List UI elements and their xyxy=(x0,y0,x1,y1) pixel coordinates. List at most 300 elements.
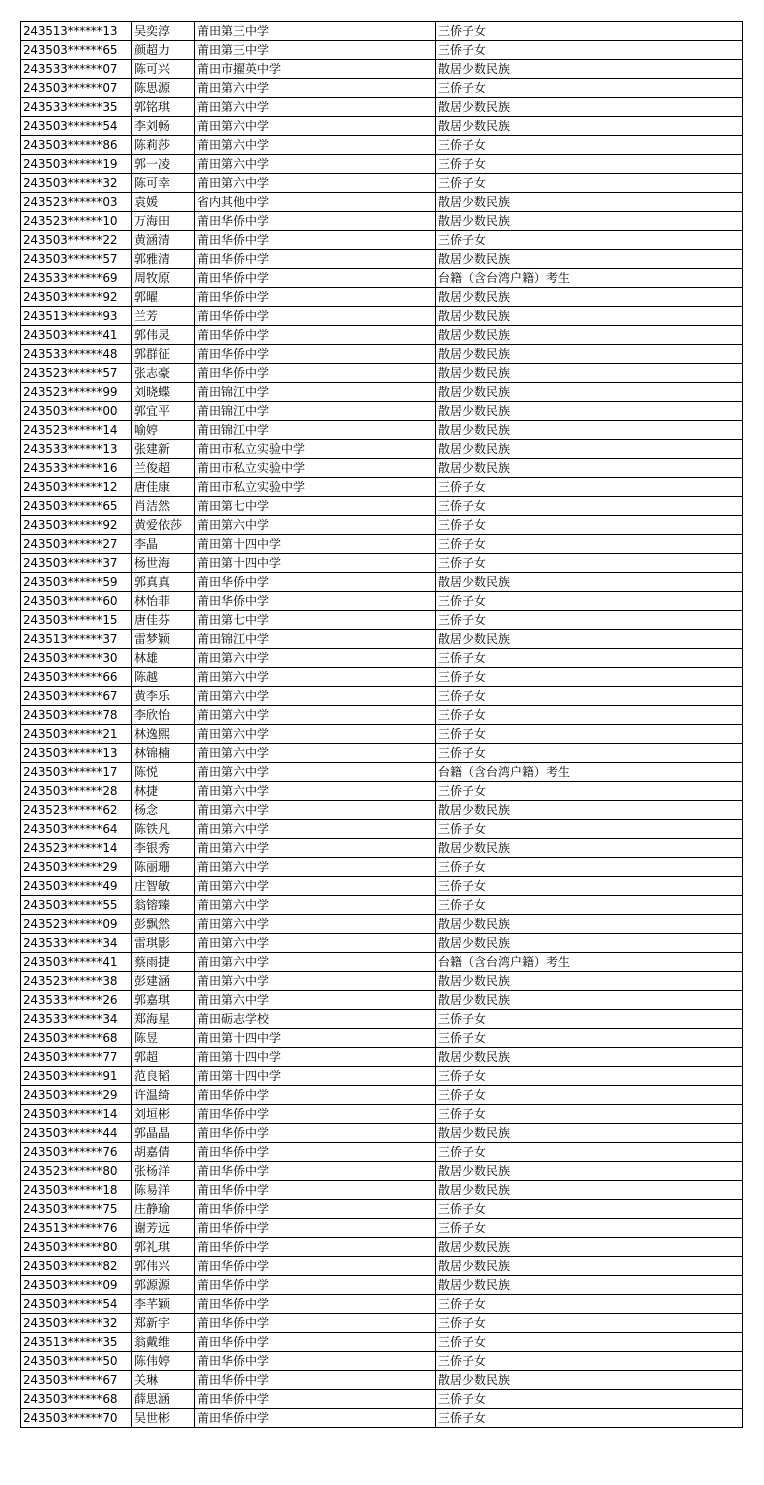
student-id-cell: 243533******16 xyxy=(21,459,132,478)
table-row xyxy=(21,573,743,592)
student-id-cell: 243503******65 xyxy=(21,41,132,60)
student-id-cell: 243533******34 xyxy=(21,934,132,953)
table-row xyxy=(21,668,743,687)
school-cell: 莆田华侨中学 xyxy=(195,1238,436,1257)
student-name-cell: 吴世彬 xyxy=(132,1409,195,1428)
table-row xyxy=(21,687,743,706)
student-id-cell: 243503******09 xyxy=(21,1276,132,1295)
table-row xyxy=(21,288,743,307)
category-cell: 散居少数民族 xyxy=(436,326,743,345)
school-cell: 莆田华侨中学 xyxy=(195,231,436,250)
student-id-cell: 243523******99 xyxy=(21,383,132,402)
table-row xyxy=(21,1390,743,1409)
student-name-cell: 陈越 xyxy=(132,668,195,687)
student-name-cell: 蔡雨捷 xyxy=(132,953,195,972)
school-cell: 莆田第六中学 xyxy=(195,98,436,117)
table-row xyxy=(21,535,743,554)
school-cell: 莆田华侨中学 xyxy=(195,288,436,307)
category-cell: 三侨子女 xyxy=(436,1200,743,1219)
student-id-cell: 243503******27 xyxy=(21,535,132,554)
table-row xyxy=(21,1181,743,1200)
student-name-cell: 郭伟灵 xyxy=(132,326,195,345)
student-name-cell: 吴奕淳 xyxy=(132,22,195,41)
category-cell: 散居少数民族 xyxy=(436,839,743,858)
student-name-cell: 陈铁凡 xyxy=(132,820,195,839)
table-row xyxy=(21,1333,743,1352)
student-name-cell: 唐佳康 xyxy=(132,478,195,497)
school-cell: 莆田第七中学 xyxy=(195,497,436,516)
category-cell: 三侨子女 xyxy=(436,896,743,915)
student-name-cell: 彭建涵 xyxy=(132,972,195,991)
school-cell: 莆田市私立实验中学 xyxy=(195,459,436,478)
table-row xyxy=(21,915,743,934)
student-id-cell: 243503******64 xyxy=(21,820,132,839)
student-id-cell: 243533******48 xyxy=(21,345,132,364)
category-cell: 散居少数民族 xyxy=(436,250,743,269)
category-cell: 散居少数民族 xyxy=(436,1124,743,1143)
category-cell: 散居少数民族 xyxy=(436,915,743,934)
school-cell: 莆田华侨中学 xyxy=(195,307,436,326)
school-cell: 莆田华侨中学 xyxy=(195,1390,436,1409)
school-cell: 莆田第六中学 xyxy=(195,858,436,877)
school-cell: 莆田第六中学 xyxy=(195,136,436,155)
table-row xyxy=(21,1067,743,1086)
school-cell: 莆田锦江中学 xyxy=(195,421,436,440)
school-cell: 莆田第六中学 xyxy=(195,934,436,953)
category-cell: 三侨子女 xyxy=(436,1105,743,1124)
school-cell: 莆田华侨中学 xyxy=(195,1143,436,1162)
roster-body xyxy=(21,22,743,1428)
student-name-cell: 郭宜平 xyxy=(132,402,195,421)
student-name-cell: 颜超力 xyxy=(132,41,195,60)
table-row xyxy=(21,649,743,668)
student-id-cell: 243533******69 xyxy=(21,269,132,288)
student-id-cell: 243523******80 xyxy=(21,1162,132,1181)
category-cell: 散居少数民族 xyxy=(436,1371,743,1390)
category-cell: 台籍（含台湾户籍）考生 xyxy=(436,953,743,972)
table-row xyxy=(21,478,743,497)
table-row xyxy=(21,1200,743,1219)
student-name-cell: 李芊颖 xyxy=(132,1295,195,1314)
table-row xyxy=(21,592,743,611)
school-cell: 莆田华侨中学 xyxy=(195,1257,436,1276)
school-cell: 莆田第十四中学 xyxy=(195,1029,436,1048)
student-name-cell: 庄静瑜 xyxy=(132,1200,195,1219)
school-cell: 莆田第六中学 xyxy=(195,915,436,934)
category-cell: 三侨子女 xyxy=(436,820,743,839)
student-id-cell: 243503******07 xyxy=(21,79,132,98)
table-row xyxy=(21,345,743,364)
student-id-cell: 243503******92 xyxy=(21,288,132,307)
table-row xyxy=(21,991,743,1010)
school-cell: 莆田市私立实验中学 xyxy=(195,478,436,497)
category-cell: 散居少数民族 xyxy=(436,345,743,364)
student-id-cell: 243503******67 xyxy=(21,687,132,706)
table-row xyxy=(21,1029,743,1048)
category-cell: 散居少数民族 xyxy=(436,1162,743,1181)
student-name-cell: 陈莉莎 xyxy=(132,136,195,155)
school-cell: 莆田第六中学 xyxy=(195,706,436,725)
student-id-cell: 243523******03 xyxy=(21,193,132,212)
student-name-cell: 郭铭琪 xyxy=(132,98,195,117)
student-name-cell: 黄爱依莎 xyxy=(132,516,195,535)
student-name-cell: 兰俊超 xyxy=(132,459,195,478)
student-name-cell: 郭伟兴 xyxy=(132,1257,195,1276)
student-name-cell: 许温绮 xyxy=(132,1086,195,1105)
table-row xyxy=(21,1219,743,1238)
student-id-cell: 243503******68 xyxy=(21,1390,132,1409)
category-cell: 三侨子女 xyxy=(436,725,743,744)
school-cell: 莆田第六中学 xyxy=(195,991,436,1010)
school-cell: 莆田市私立实验中学 xyxy=(195,440,436,459)
student-id-cell: 243503******21 xyxy=(21,725,132,744)
student-id-cell: 243503******92 xyxy=(21,516,132,535)
school-cell: 莆田华侨中学 xyxy=(195,1333,436,1352)
student-name-cell: 张杨洋 xyxy=(132,1162,195,1181)
category-cell: 散居少数民族 xyxy=(436,630,743,649)
student-name-cell: 郭曜 xyxy=(132,288,195,307)
school-cell: 莆田市擢英中学 xyxy=(195,60,436,79)
student-name-cell: 李晶 xyxy=(132,535,195,554)
table-row xyxy=(21,763,743,782)
school-cell: 莆田华侨中学 xyxy=(195,1276,436,1295)
student-id-cell: 243503******91 xyxy=(21,1067,132,1086)
student-name-cell: 杨世海 xyxy=(132,554,195,573)
student-name-cell: 彭飘然 xyxy=(132,915,195,934)
student-id-cell: 243533******26 xyxy=(21,991,132,1010)
student-id-cell: 243503******80 xyxy=(21,1238,132,1257)
student-id-cell: 243503******75 xyxy=(21,1200,132,1219)
student-name-cell: 范良韬 xyxy=(132,1067,195,1086)
category-cell: 三侨子女 xyxy=(436,1219,743,1238)
student-id-cell: 243503******37 xyxy=(21,554,132,573)
table-row xyxy=(21,79,743,98)
student-name-cell: 兰芳 xyxy=(132,307,195,326)
table-row xyxy=(21,22,743,41)
table-row xyxy=(21,1143,743,1162)
school-cell: 莆田第六中学 xyxy=(195,687,436,706)
table-row xyxy=(21,193,743,212)
school-cell: 莆田第六中学 xyxy=(195,174,436,193)
student-id-cell: 243503******77 xyxy=(21,1048,132,1067)
school-cell: 莆田第六中学 xyxy=(195,877,436,896)
table-row xyxy=(21,60,743,79)
student-name-cell: 肖洁然 xyxy=(132,497,195,516)
category-cell: 散居少数民族 xyxy=(436,364,743,383)
table-row xyxy=(21,744,743,763)
student-id-cell: 243503******68 xyxy=(21,1029,132,1048)
table-row xyxy=(21,516,743,535)
student-name-cell: 杨念 xyxy=(132,801,195,820)
table-row xyxy=(21,421,743,440)
category-cell: 台籍（含台湾户籍）考生 xyxy=(436,269,743,288)
category-cell: 三侨子女 xyxy=(436,687,743,706)
table-row xyxy=(21,231,743,250)
school-cell: 莆田华侨中学 xyxy=(195,269,436,288)
student-name-cell: 刘垣彬 xyxy=(132,1105,195,1124)
category-cell: 散居少数民族 xyxy=(436,972,743,991)
school-cell: 莆田第十四中学 xyxy=(195,1067,436,1086)
school-cell: 莆田第六中学 xyxy=(195,668,436,687)
student-id-cell: 243533******35 xyxy=(21,98,132,117)
school-cell: 莆田第六中学 xyxy=(195,782,436,801)
category-cell: 三侨子女 xyxy=(436,41,743,60)
student-id-cell: 243503******29 xyxy=(21,1086,132,1105)
student-id-cell: 243503******32 xyxy=(21,1314,132,1333)
category-cell: 三侨子女 xyxy=(436,1295,743,1314)
category-cell: 三侨子女 xyxy=(436,478,743,497)
student-id-cell: 243503******76 xyxy=(21,1143,132,1162)
student-id-cell: 243503******12 xyxy=(21,478,132,497)
student-id-cell: 243503******54 xyxy=(21,117,132,136)
category-cell: 散居少数民族 xyxy=(436,288,743,307)
school-cell: 莆田华侨中学 xyxy=(195,1295,436,1314)
student-id-cell: 243523******38 xyxy=(21,972,132,991)
student-id-cell: 243513******76 xyxy=(21,1219,132,1238)
student-id-cell: 243513******93 xyxy=(21,307,132,326)
student-name-cell: 翁戴维 xyxy=(132,1333,195,1352)
school-cell: 莆田华侨中学 xyxy=(195,592,436,611)
category-cell: 三侨子女 xyxy=(436,649,743,668)
table-row xyxy=(21,1105,743,1124)
student-name-cell: 陈可兴 xyxy=(132,60,195,79)
school-cell: 莆田华侨中学 xyxy=(195,326,436,345)
table-row xyxy=(21,896,743,915)
student-id-cell: 243513******35 xyxy=(21,1333,132,1352)
category-cell: 散居少数民族 xyxy=(436,421,743,440)
category-cell: 散居少数民族 xyxy=(436,212,743,231)
student-name-cell: 雷梦颖 xyxy=(132,630,195,649)
student-id-cell: 243503******70 xyxy=(21,1409,132,1428)
school-cell: 莆田第六中学 xyxy=(195,953,436,972)
table-row xyxy=(21,269,743,288)
student-name-cell: 李欣怡 xyxy=(132,706,195,725)
student-name-cell: 郭群征 xyxy=(132,345,195,364)
student-name-cell: 庄智敏 xyxy=(132,877,195,896)
category-cell: 散居少数民族 xyxy=(436,459,743,478)
student-id-cell: 243523******10 xyxy=(21,212,132,231)
student-name-cell: 郭真真 xyxy=(132,573,195,592)
table-row xyxy=(21,136,743,155)
student-name-cell: 李银秀 xyxy=(132,839,195,858)
school-cell: 莆田第六中学 xyxy=(195,725,436,744)
student-id-cell: 243503******66 xyxy=(21,668,132,687)
student-id-cell: 243503******57 xyxy=(21,250,132,269)
student-id-cell: 243503******28 xyxy=(21,782,132,801)
table-row xyxy=(21,459,743,478)
school-cell: 莆田第十四中学 xyxy=(195,1048,436,1067)
student-id-cell: 243503******44 xyxy=(21,1124,132,1143)
student-id-cell: 243503******82 xyxy=(21,1257,132,1276)
student-id-cell: 243503******59 xyxy=(21,573,132,592)
student-name-cell: 陈昱 xyxy=(132,1029,195,1048)
student-name-cell: 郑新宇 xyxy=(132,1314,195,1333)
table-row xyxy=(21,1162,743,1181)
table-row xyxy=(21,1295,743,1314)
school-cell: 莆田砺志学校 xyxy=(195,1010,436,1029)
student-name-cell: 张建新 xyxy=(132,440,195,459)
table-row xyxy=(21,1257,743,1276)
school-cell: 莆田锦江中学 xyxy=(195,383,436,402)
table-row xyxy=(21,725,743,744)
student-id-cell: 243533******07 xyxy=(21,60,132,79)
student-name-cell: 郭雅清 xyxy=(132,250,195,269)
table-row xyxy=(21,1238,743,1257)
student-name-cell: 郭晶晶 xyxy=(132,1124,195,1143)
table-row xyxy=(21,934,743,953)
school-cell: 莆田华侨中学 xyxy=(195,1409,436,1428)
student-name-cell: 林雄 xyxy=(132,649,195,668)
student-name-cell: 翁镕臻 xyxy=(132,896,195,915)
table-row xyxy=(21,307,743,326)
school-cell: 省内其他中学 xyxy=(195,193,436,212)
table-row xyxy=(21,250,743,269)
school-cell: 莆田华侨中学 xyxy=(195,1105,436,1124)
school-cell: 莆田第六中学 xyxy=(195,649,436,668)
school-cell: 莆田华侨中学 xyxy=(195,1371,436,1390)
category-cell: 散居少数民族 xyxy=(436,1276,743,1295)
student-name-cell: 袁媛 xyxy=(132,193,195,212)
category-cell: 三侨子女 xyxy=(436,136,743,155)
student-name-cell: 喻婷 xyxy=(132,421,195,440)
student-id-cell: 243503******00 xyxy=(21,402,132,421)
category-cell: 散居少数民族 xyxy=(436,193,743,212)
student-id-cell: 243503******55 xyxy=(21,896,132,915)
category-cell: 散居少数民族 xyxy=(436,117,743,136)
student-id-cell: 243503******50 xyxy=(21,1352,132,1371)
table-row xyxy=(21,630,743,649)
category-cell: 散居少数民族 xyxy=(436,573,743,592)
category-cell: 三侨子女 xyxy=(436,1029,743,1048)
table-row xyxy=(21,326,743,345)
school-cell: 莆田第六中学 xyxy=(195,117,436,136)
school-cell: 莆田第十四中学 xyxy=(195,554,436,573)
student-id-cell: 243503******78 xyxy=(21,706,132,725)
student-id-cell: 243513******37 xyxy=(21,630,132,649)
school-cell: 莆田华侨中学 xyxy=(195,1124,436,1143)
table-row xyxy=(21,1371,743,1390)
school-cell: 莆田华侨中学 xyxy=(195,1162,436,1181)
category-cell: 三侨子女 xyxy=(436,79,743,98)
table-row xyxy=(21,155,743,174)
category-cell: 散居少数民族 xyxy=(436,402,743,421)
school-cell: 莆田华侨中学 xyxy=(195,250,436,269)
table-row xyxy=(21,1048,743,1067)
student-id-cell: 243503******30 xyxy=(21,649,132,668)
student-name-cell: 郭礼琪 xyxy=(132,1238,195,1257)
table-row xyxy=(21,364,743,383)
school-cell: 莆田第六中学 xyxy=(195,763,436,782)
school-cell: 莆田华侨中学 xyxy=(195,345,436,364)
school-cell: 莆田第六中学 xyxy=(195,839,436,858)
student-id-cell: 243503******65 xyxy=(21,497,132,516)
table-row xyxy=(21,41,743,60)
student-id-cell: 243503******14 xyxy=(21,1105,132,1124)
category-cell: 散居少数民族 xyxy=(436,98,743,117)
school-cell: 莆田华侨中学 xyxy=(195,573,436,592)
school-cell: 莆田华侨中学 xyxy=(195,364,436,383)
category-cell: 三侨子女 xyxy=(436,22,743,41)
category-cell: 三侨子女 xyxy=(436,231,743,250)
school-cell: 莆田第三中学 xyxy=(195,22,436,41)
student-name-cell: 周牧原 xyxy=(132,269,195,288)
student-id-cell: 243503******86 xyxy=(21,136,132,155)
category-cell: 三侨子女 xyxy=(436,155,743,174)
student-name-cell: 黄涵清 xyxy=(132,231,195,250)
category-cell: 散居少数民族 xyxy=(436,1238,743,1257)
student-id-cell: 243523******62 xyxy=(21,801,132,820)
student-name-cell: 陈伟婷 xyxy=(132,1352,195,1371)
student-name-cell: 万海田 xyxy=(132,212,195,231)
school-cell: 莆田第六中学 xyxy=(195,79,436,98)
roster-table xyxy=(20,21,743,1428)
school-cell: 莆田华侨中学 xyxy=(195,1200,436,1219)
student-id-cell: 243523******09 xyxy=(21,915,132,934)
student-id-cell: 243503******18 xyxy=(21,1181,132,1200)
category-cell: 散居少数民族 xyxy=(436,383,743,402)
category-cell: 三侨子女 xyxy=(436,535,743,554)
student-id-cell: 243533******34 xyxy=(21,1010,132,1029)
student-id-cell: 243503******13 xyxy=(21,744,132,763)
category-cell: 三侨子女 xyxy=(436,1390,743,1409)
table-row xyxy=(21,801,743,820)
student-name-cell: 雷琪影 xyxy=(132,934,195,953)
category-cell: 散居少数民族 xyxy=(436,801,743,820)
table-row xyxy=(21,1314,743,1333)
table-row xyxy=(21,706,743,725)
category-cell: 散居少数民族 xyxy=(436,1048,743,1067)
student-id-cell: 243503******54 xyxy=(21,1295,132,1314)
student-name-cell: 陈易洋 xyxy=(132,1181,195,1200)
student-name-cell: 林锦楠 xyxy=(132,744,195,763)
student-id-cell: 243503******49 xyxy=(21,877,132,896)
table-row xyxy=(21,611,743,630)
school-cell: 莆田锦江中学 xyxy=(195,402,436,421)
student-name-cell: 李刘畅 xyxy=(132,117,195,136)
school-cell: 莆田第六中学 xyxy=(195,744,436,763)
student-name-cell: 郭嘉琪 xyxy=(132,991,195,1010)
category-cell: 三侨子女 xyxy=(436,1010,743,1029)
school-cell: 莆田锦江中学 xyxy=(195,630,436,649)
category-cell: 散居少数民族 xyxy=(436,934,743,953)
school-cell: 莆田华侨中学 xyxy=(195,1181,436,1200)
school-cell: 莆田第三中学 xyxy=(195,41,436,60)
table-row xyxy=(21,877,743,896)
category-cell: 三侨子女 xyxy=(436,1086,743,1105)
category-cell: 三侨子女 xyxy=(436,858,743,877)
student-id-cell: 243503******41 xyxy=(21,953,132,972)
category-cell: 散居少数民族 xyxy=(436,991,743,1010)
table-row xyxy=(21,858,743,877)
table-row xyxy=(21,953,743,972)
table-row xyxy=(21,1124,743,1143)
student-name-cell: 薛思涵 xyxy=(132,1390,195,1409)
category-cell: 三侨子女 xyxy=(436,497,743,516)
table-row xyxy=(21,497,743,516)
student-id-cell: 243503******22 xyxy=(21,231,132,250)
table-row xyxy=(21,782,743,801)
category-cell: 三侨子女 xyxy=(436,877,743,896)
category-cell: 三侨子女 xyxy=(436,1143,743,1162)
category-cell: 三侨子女 xyxy=(436,516,743,535)
student-name-cell: 黄李乐 xyxy=(132,687,195,706)
category-cell: 三侨子女 xyxy=(436,706,743,725)
category-cell: 散居少数民族 xyxy=(436,60,743,79)
category-cell: 三侨子女 xyxy=(436,782,743,801)
student-name-cell: 陈悦 xyxy=(132,763,195,782)
student-name-cell: 谢芳远 xyxy=(132,1219,195,1238)
category-cell: 散居少数民族 xyxy=(436,1181,743,1200)
